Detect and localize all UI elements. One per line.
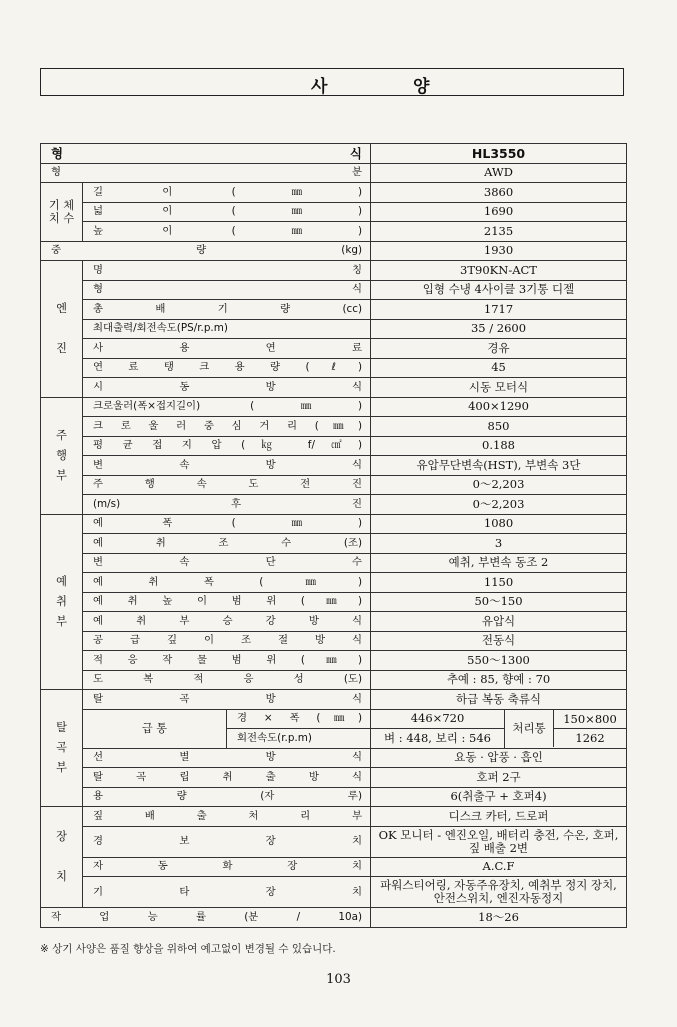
table-row [41,300,627,320]
table-row [41,417,627,437]
table-row [41,163,627,183]
table-row [41,222,627,242]
row-label: 연 료 탱 크 용 량 (ℓ) [83,358,371,378]
table-row [41,436,627,456]
row-label: 도 복 적 응 성 (도) [83,670,371,690]
row-value: 1717 [371,300,627,320]
row-label: 탈 곡 방 식 [83,690,371,710]
table-row [41,690,627,710]
row-label: 높 이 (㎜) [83,222,371,242]
row-label: 평 균 접 지 압 (㎏ f/㎠) [83,436,371,456]
table-row [41,183,627,203]
row-label: 자 동 화 장 치 [83,857,371,877]
row-value: 0～2,203 [371,475,627,495]
row-value: 추예 : 85, 향예 : 70 [371,670,627,690]
row-value: 호퍼 2구 [371,768,627,788]
category-reaper: 예 취 부 [41,514,83,690]
row-value: 시동 모터식 [371,378,627,398]
row-value: 1930 [371,241,627,261]
row-label: 예 폭 (㎜) [83,514,371,534]
row-value: 요동 · 압풍 · 흡인 [371,748,627,768]
row-value: 446×720 [371,709,505,729]
row-label: 예 취 부 승 강 방 식 [83,612,371,632]
table-row [41,202,627,222]
row-value: 하급 복동 축류식 [371,690,627,710]
table-row [41,280,627,300]
row-label: 명 칭 [83,261,371,281]
table-row [41,612,627,632]
table-row [41,397,627,417]
category-drive: 주 행 부 [41,397,83,514]
table-row [41,261,627,281]
row-value: 경유 [371,339,627,359]
row-label: 기 타 장 치 [83,877,371,908]
row-value: 1150 [371,573,627,593]
title-right-char: 양 [413,77,430,97]
title-left-char: 사 [311,77,328,97]
row-label: 공 급 깊 이 조 절 방 식 [83,631,371,651]
row-label: 총 배 기 량 (cc) [83,300,371,320]
row-label: (m/s) 후 진 [83,495,371,515]
table-row [41,709,627,729]
row-value: 3860 [371,183,627,203]
footnote: ※ 상기 사양은 품질 향상을 위하여 예고없이 변경될 수 있습니다. [40,943,336,955]
row-value: 입형 수냉 4사이클 3기통 디젤 [371,280,627,300]
row-value: 디스크 카터, 드로퍼 [371,807,627,827]
row-value: 3 [371,534,627,554]
row-label: 변 속 단 수 [83,553,371,573]
page-number: 103 [326,972,351,987]
table-row [41,514,627,534]
row-label: 주 행 속 도 전 진 [83,475,371,495]
table-row [41,768,627,788]
table-row [41,592,627,612]
row-value: 벼 : 448, 보리 : 546 [371,729,505,749]
row-value: 예취, 부변속 동조 2 [371,553,627,573]
table-row [41,319,627,339]
table-row [41,631,627,651]
table-row [41,787,627,807]
table-row [41,670,627,690]
row-label: 크 로 울 러 중 심 거 리 (㎜) [83,417,371,437]
row-value: 0～2,203 [371,495,627,515]
table-header-row [41,144,627,164]
row-value: 1080 [371,514,627,534]
row-label: 크로울러(폭×접지길이) (㎜) [83,397,371,417]
row-label: 형 식 [83,280,371,300]
row-value: 6(취출구 + 호퍼4) [371,787,627,807]
table-row [41,241,627,261]
row-value: 파워스티어링, 자동주유장치, 예취부 정지 장치, 안전스위치, 엔진자동정지 [371,877,627,908]
table-row [41,339,627,359]
row-value: 18～26 [371,908,627,928]
row-label: 예 취 조 수 (조) [83,534,371,554]
row-value: 45 [371,358,627,378]
page-title-box [40,68,624,96]
row-value: A.C.F [371,857,627,877]
row-value: AWD [371,163,627,183]
table-row [41,553,627,573]
table-row [41,807,627,827]
row-label: 적 응 작 물 범 위 (㎜) [83,651,371,671]
row-label: 변 속 방 식 [83,456,371,476]
table-row [41,748,627,768]
row-label: 최대출력/회전속도(PS/r.p.m) [83,319,371,339]
row-value: 0.188 [371,436,627,456]
table-row [41,456,627,476]
table-row [41,857,627,877]
treat-drum-speed: 1262 [575,730,605,745]
category-devices: 장 치 [41,807,83,908]
row-label: 경 × 폭 (㎜) [227,709,371,729]
row-label: 넓 이 (㎜) [83,202,371,222]
row-value: 50～150 [371,592,627,612]
row-value: 전동식 [371,631,627,651]
row-value: 850 [371,417,627,437]
treat-drum-label: 처리통 [505,710,554,747]
table-row [41,475,627,495]
table-row [41,651,627,671]
table-row [41,877,627,908]
row-value: 35 / 2600 [371,319,627,339]
category-thresher: 탈 곡 부 [41,690,83,807]
row-label: 탈 곡 립 취 출 방 식 [83,768,371,788]
row-label: 작 업 능 률 (분 / 10a) [41,908,371,928]
row-label: 짚 배 출 처 리 부 [83,807,371,827]
drum-label: 급 통 [83,709,227,748]
table-row [41,534,627,554]
header-model-value: HL3550 [371,144,627,164]
row-label: 중 량 (kg) [41,241,371,261]
category-body-dimensions: 기 체 치 수 [41,183,83,242]
row-label: 선 별 방 식 [83,748,371,768]
row-label: 사 용 연 료 [83,339,371,359]
table-row [41,378,627,398]
row-value: 3T90KN-ACT [371,261,627,281]
row-label: 형 분 [41,163,371,183]
row-label: 예 취 높 이 범 위 (㎜) [83,592,371,612]
row-value: 2135 [371,222,627,242]
row-label: 용 량 (자 루) [83,787,371,807]
category-engine: 엔 진 [41,261,83,398]
treat-drum-block [505,709,627,748]
table-row [41,358,627,378]
table-row [41,495,627,515]
table-row [41,826,627,857]
row-label: 길 이 (㎜) [83,183,371,203]
spec-table [40,143,627,928]
row-label: 경 보 장 치 [83,826,371,857]
row-value: 유압무단변속(HST), 부변속 3단 [371,456,627,476]
row-value: 유압식 [371,612,627,632]
table-row [41,908,627,928]
row-value: OK 모니터 - 엔진오일, 배터리 충전, 수온, 호퍼, 짚 배출 2변 [371,826,627,857]
row-label: 회전속도(r.p.m) [227,729,371,749]
row-label: 시 동 방 식 [83,378,371,398]
row-value: 1690 [371,202,627,222]
row-label: 예 취 폭 (㎜) [83,573,371,593]
header-item-label: 형 식 [41,144,371,164]
table-row [41,573,627,593]
row-value: 400×1290 [371,397,627,417]
treat-drum-dims: 150×800 [554,710,626,729]
row-value: 550～1300 [371,651,627,671]
